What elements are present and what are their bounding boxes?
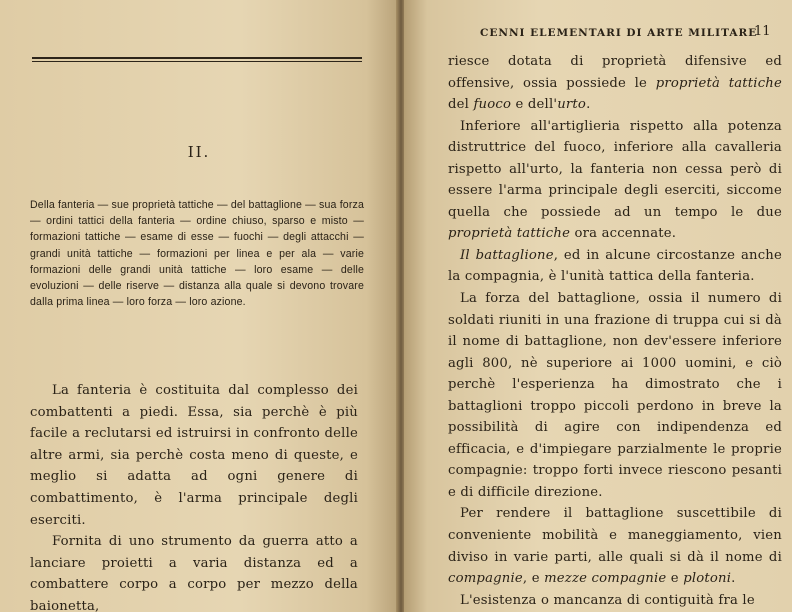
paragraph: Per rendere il battaglione suscettibile di conveniente mobilità e maneggiamento, vien diviso in varie parti, alle quali si dà il nome di compagnie, e mezze compagnie e plotoni. bbox=[448, 506, 782, 587]
left-body-text bbox=[30, 380, 358, 612]
chapter-number: II. bbox=[187, 143, 211, 161]
paragraph: L'esistenza o mancanza di contiguità fra le bbox=[460, 592, 755, 608]
right-page bbox=[404, 0, 792, 612]
right-body-text bbox=[448, 51, 782, 611]
chapter-rule bbox=[32, 57, 362, 62]
paragraph: Fornita di uno strumento da guerra atto a lanciare proietti a varia distanza ed a combattere corpo a corpo per mezzo della baionetta, bbox=[30, 534, 358, 612]
paragraph: La forza del battaglione, ossia il numero di soldati riuniti in una frazione di truppa cui si dà il nome di battaglione, non dev'essere inferiore agli 800, nè superiore ai 1000 uomini, e ciò perchè l'esperienza ha dimostrato che i battaglioni troppo piccoli perdono in breve la possibilità di agire con indipendenza ed efficacia, e d'impiegare parzialmente le proprie compagnie: troppo forti invece riescono pesanti e di difficile direzione. bbox=[448, 291, 782, 500]
paragraph: Il battaglione, ed in alcune circostanze anche la compagnia, è l'unità tattica della fanteria. bbox=[448, 247, 782, 285]
running-head: CENNI ELEMENTARI DI ARTE MILITARE bbox=[480, 27, 758, 39]
paragraph: La fanteria è costituita dal complesso dei combattenti a piedi. Essa, sia perchè è più facile a reclutarsi ed istruirsi in confronto delle altre armi, sia perchè costa meno di queste, e meglio si adatta ad ogni genere di combattimento, è l'arma principale degli eserciti. bbox=[30, 383, 358, 528]
chapter-summary: Della fanteria — sue proprietà tattiche — del battaglione — sua forza — ordini tattici della fanteria — ordine chiuso, sparso e misto — formazioni tattiche — esame di esse — fuochi — degli attacchi — grandi unità tattiche — formazioni per linea e per ala — varie formazioni delle grandi unità tattiche — loro esame — delle evoluzioni — delle riserve — distanza alla quale si devono trovare dalla prima linea — loro forza — loro azione. bbox=[30, 199, 364, 309]
page-number: 11 bbox=[754, 24, 771, 39]
paragraph: Inferiore all'artiglieria rispetto alla potenza distruttrice del fuoco, inferiore alla cavalleria rispetto all'urto, la fanteria non cessa però di essere l'arma principale degli eserciti, siccome quella che possiede ad un tempo le due proprietà tattiche ora accennate. bbox=[448, 118, 782, 242]
paragraph: riesce dotata di proprietà difensive ed offensive, ossia possiede le proprietà tattiche del fuoco e dell'urto. bbox=[448, 54, 782, 113]
